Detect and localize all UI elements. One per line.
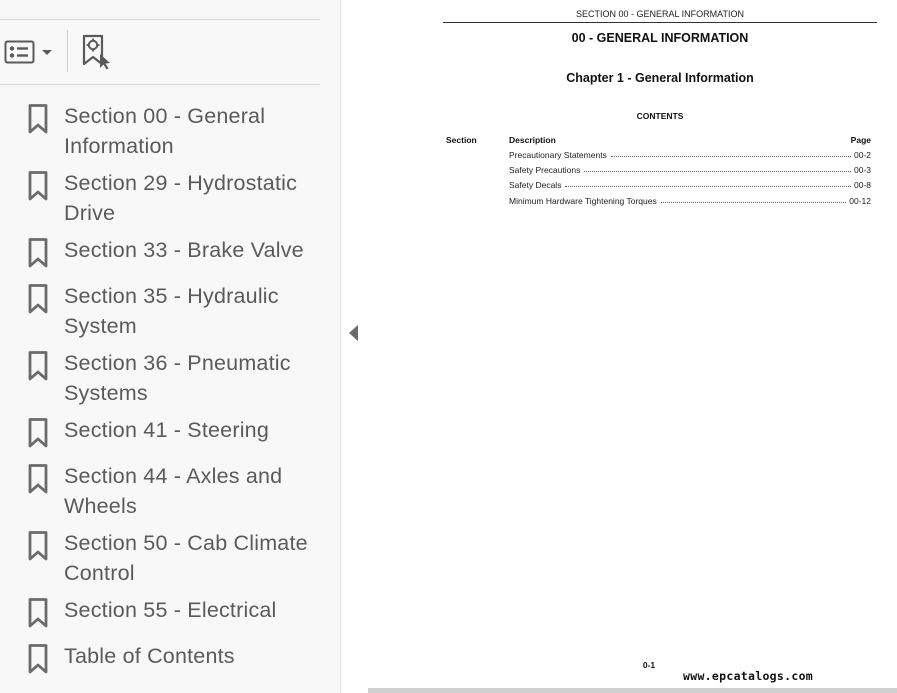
toc-entry[interactable]: [509, 163, 871, 175]
bookmark-icon: [28, 351, 48, 381]
bookmark-icon: [28, 238, 48, 268]
toc-entry[interactable]: [509, 178, 871, 190]
bookmark-section-35[interactable]: [0, 281, 320, 341]
bookmark-options-icon: [4, 40, 36, 64]
toc-entry[interactable]: [509, 148, 871, 160]
bookmark-icon: [28, 284, 48, 314]
toc-entry[interactable]: [509, 194, 871, 206]
bookmark-icon: [28, 418, 48, 448]
bookmark-section-33[interactable]: [0, 235, 320, 265]
bookmark-label: Section 00 - General Information: [64, 104, 266, 158]
page-folio: 0-1: [642, 660, 656, 670]
toc-leader: [661, 202, 847, 203]
column-header-description: Description: [509, 135, 556, 145]
find-current-bookmark-button[interactable]: [80, 34, 118, 70]
chapter-heading: Chapter 1 - General Information: [566, 71, 754, 85]
bookmark-icon: [28, 171, 48, 201]
toc-entry-description: Minimum Hardware Tightening Torques: [509, 196, 657, 206]
bookmark-label: Section 50 - Cab Climate Control: [64, 531, 308, 585]
watermark-text: www.epcatalogs.com: [683, 669, 814, 683]
bookmark-section-36[interactable]: [0, 348, 320, 408]
running-header: SECTION 00 - GENERAL INFORMATION: [575, 9, 745, 19]
find-current-bookmark-icon: [80, 34, 118, 70]
bookmark-section-55[interactable]: [0, 595, 320, 625]
toc-leader: [611, 156, 851, 157]
bookmarks-toolbar: [0, 20, 320, 85]
bookmark-icon: [28, 104, 48, 134]
bookmark-options-button[interactable]: [4, 36, 56, 68]
bookmark-label: Section 29 - Hydrostatic Drive: [64, 171, 298, 225]
document-title: 00 - GENERAL INFORMATION: [571, 31, 749, 45]
chevron-left-icon: [345, 321, 363, 345]
toc-entry-description: Safety Decals: [509, 180, 562, 190]
toc-entry-description: Safety Precautions: [509, 165, 581, 175]
column-header-section: Section: [446, 135, 477, 145]
bookmark-section-50[interactable]: [0, 528, 320, 588]
bookmark-label: Section 41 - Steering: [64, 418, 269, 442]
bookmark-icon: [28, 644, 48, 674]
header-rule: [443, 22, 877, 23]
bookmark-icon: [28, 531, 48, 561]
bookmark-section-29[interactable]: [0, 168, 320, 228]
bookmark-icon: [28, 464, 48, 494]
chevron-down-icon: [40, 40, 54, 64]
toolbar-divider: [67, 30, 68, 72]
toc-entry-page: 00-2: [853, 150, 871, 160]
toc-entry-page: 00-8: [853, 180, 871, 190]
column-header-page: Page: [850, 135, 871, 145]
page-bottom-edge: [368, 688, 897, 693]
toc-entry-page: 00-3: [853, 165, 871, 175]
bookmark-label: Table of Contents: [64, 644, 235, 668]
bookmark-label: Section 35 - Hydraulic System: [64, 284, 279, 338]
toc-entry-page: 00-12: [849, 196, 871, 206]
toc-leader: [584, 171, 851, 172]
bookmark-label: Section 33 - Brake Valve: [64, 238, 304, 262]
bookmark-label: Section 36 - Pneumatic Systems: [64, 351, 291, 405]
bookmark-section-00[interactable]: [0, 101, 320, 161]
bookmark-icon: [28, 598, 48, 628]
bookmark-section-41[interactable]: [0, 415, 320, 445]
bookmark-section-44[interactable]: [0, 461, 320, 521]
document-page: [368, 0, 897, 688]
bookmark-label: Section 44 - Axles and Wheels: [64, 464, 283, 518]
toc-entry-description: Precautionary Statements: [509, 150, 607, 160]
bookmarks-panel: [0, 0, 341, 693]
contents-heading: CONTENTS: [636, 111, 684, 121]
collapse-panel-button[interactable]: [345, 321, 363, 345]
bookmark-table-of-contents[interactable]: [0, 641, 320, 671]
bookmark-label: Section 55 - Electrical: [64, 598, 277, 622]
toc-leader: [565, 186, 851, 187]
